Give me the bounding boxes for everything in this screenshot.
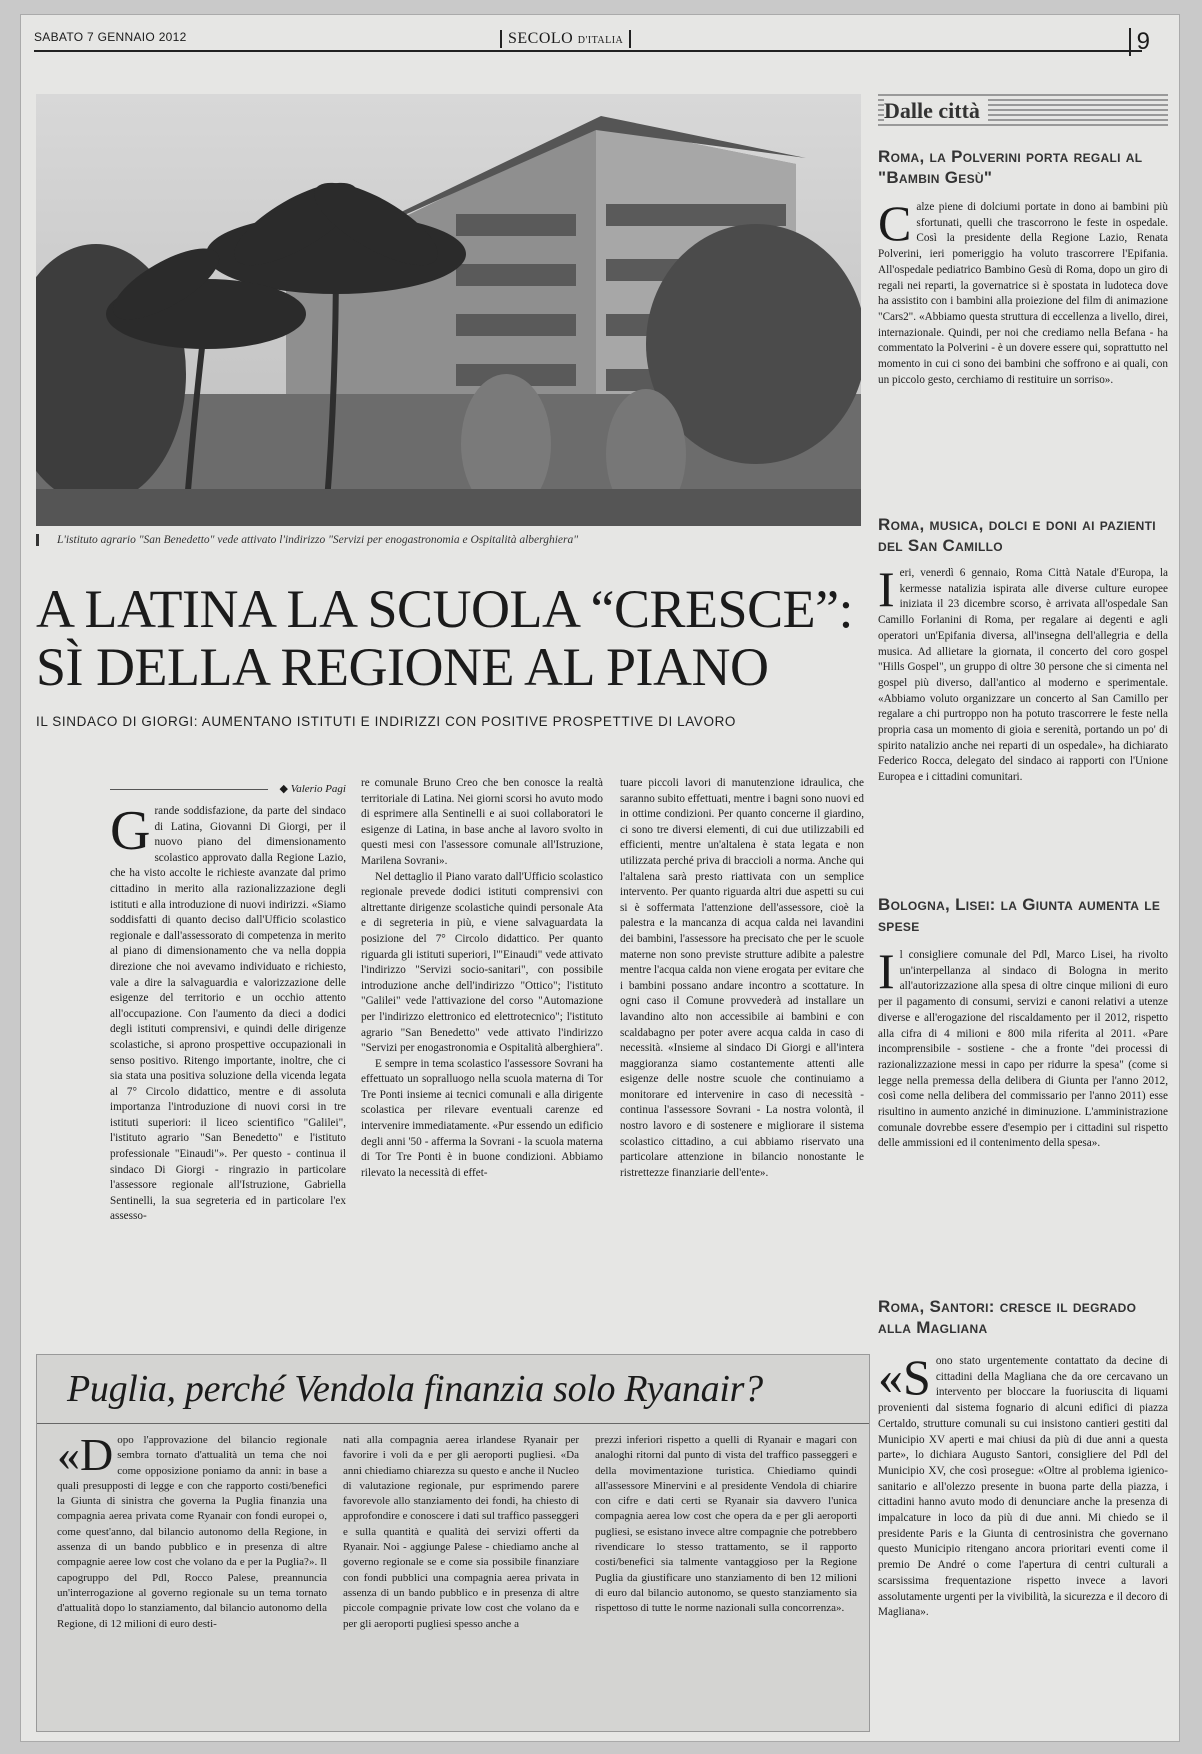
sidebar-header	[878, 94, 1168, 128]
subheadline: IL SINDACO DI GIORGI: AUMENTANO ISTITUTI E INDIRIZZI CON POSITIVE PROSPETTIVE DI LAVORO	[36, 714, 737, 729]
news-text: eri, venerdì 6 gennaio, Roma Città Natale d'Europa, la kermesse natalizia ispirata alle diverse culture europee iniziata il 23 dicembre scorso, è arrivata all'ospedale San Camillo Forlanini di Roma, per regalare ai degenti e agli operatori un'Epifania diversa, all'insegna dell'allegria e della musica. Ad allietare la giornata, il concerto del coro gospel "Hills Gospel", un gruppo di oltre 30 persone che si cimenta nel gospel più diverso, dall'antico al moderno e sperimentale. «Abbiamo voluto organizzare un concerto al San Camillo per regalare a chi purtroppo non ha potuto trascorrere le feste nella propria casa un momento di gioia e serenità, portando un po' di spirito natalizio anche nei reparti di un ospedale», ha dichiarato Federico Rocca, delegato del sindaco ai rapporti con l'Unione Europea e i cittadini comunitari.	[878, 567, 1168, 784]
box-text: opo l'approvazione del bilancio regionale sembra tornato d'attualità un tema che noi come opposizione poniamo da anni: in base a quali presupposti di legge e con che rapporto costi/benefici la Giunta di sinistra che governa la Puglia finanzia una compagnia aerea privata come Ryanair con fondi europei o, come quest'anno, dal bilancio autonomo della Regione, in assenza di un bando pubblico e in presenza di altre compagnie aeree low cost che volano da e per la Puglia?». Il capogruppo del Pdl, Rocco Palese, preannuncia un'interrogazione al governo regionale su un tema tornato d'attualità dopo lo stanziamento, dal bilancio autonomo della Regione, di 12 milioni di euro desti-	[57, 1434, 327, 1630]
newspaper-page	[20, 14, 1180, 1742]
news-text: ono stato urgentemente contattato da decine di cittadini della Magliana che da ore cercavano un intervento per bloccare la fuoriuscita di liquami provenienti dal sistema fognario di alcuni edifici di piazza Certaldo, strutture comunali su cui insistono cantieri gestiti dal Municipio XV aperti e mai chiusi da più di due anni a questa parte», lo dichiara Augusto Santori, consigliere del Pdl del Municipio XV, che così prosegue: «Oltre al problema igienico-sanitario e all'olezzo presente in buona parte della piazza, i cittadini hanno avuto modo di denunciare anche la presenza di impalcature in loco da più di due anni. Mi chiedo se il presidente Paris e la Giunta di centrosinistra che governano questo Municipio ritengano ancora prioritari eventi come il premio De André o come l'apertura di centri culturali a scarsissima frequentazione rispetto invece a lavori assolutamente urgenti per la vivibilità, la sicurezza e il decoro di Magliana».	[878, 1355, 1168, 1619]
news-title-santori: Roma, Santori: cresce il degrado alla Magliana	[878, 1297, 1137, 1337]
byline-author: Valerio Pagi	[290, 783, 346, 795]
headline-line-1: A LATINA LA SCUOLA “CRESCE”:	[36, 579, 854, 639]
news-title-polverini: Roma, la Polverini porta regali al "Bambin Gesù"	[878, 147, 1143, 187]
masthead-name: SECOLO	[508, 30, 574, 47]
issue-date: SABATO 7 GENNAIO 2012	[34, 30, 187, 44]
box-rule	[37, 1423, 869, 1424]
masthead	[500, 30, 631, 48]
box-column-2: nati alla compagnia aerea irlandese Ryanair per favorire i voli da e per gli aeroporti pugliesi. «Da anni chiediamo chiarezza su questo e anche il Nucleo di valutazione regionale, pur esprimendo parere favorevole allo stanziamento dei fondi, ha chiesto di approfondire e conoscere i dati sul traffico passeggeri e sulla quantità e qualità dei servizi offerti da Ryanair. Noi - aggiunge Palese - chiediamo anche al governo regionale se e come sia possibile finanziare con fondi pubblici una compagnia aerea privata in assenza di un bando pubblico e in presenza di altre piccole compagnie private low cost che volano da e per gli aeroporti pugliesi spesso anche a	[343, 1434, 579, 1630]
box-column-3: prezzi inferiori rispetto a quelli di Ryanair e magari con analoghi ritorni dal punto di vista del traffico passeggeri e della movimentazione turistica. Chiediamo quindi all'assessore Minervini e al presidente Vendola di chiarire con cifre e dati certi se Ryanair sia davvero l'unica compagnia aerea low cost che opera da e per gli aeroporti pugliesi, se esistano invece altre compagnie che potrebbero rivendicare lo stesso trattamento, se il rapporto costi/benefici sia talmente vantaggioso per la Regione Puglia da giustificare uno stanziamento di ben 12 milioni di euro dal bilancio autonomo, se questo stanziamento sia rispettoso di tutte le norme nazionali sulla concorrenza».	[595, 1434, 857, 1615]
puglia-box	[36, 1354, 870, 1732]
drop-cap: «S	[878, 1349, 931, 1405]
news-title-san-camillo: Roma, musica, dolci e doni ai pazienti del San Camillo	[878, 515, 1156, 555]
news-body-lisei	[878, 943, 1168, 1152]
news-body-polverini	[878, 195, 1168, 388]
article-paragraph: re comunale Bruno Creo che ben conosce la realtà territoriale di Latina. Nei giorni scorsi ho avuto modo di esprimere alla Sentinelli e ai suoi collaboratori le esigenze di Latina, in base anche al lavoro svolto in questi mesi con l'assessore comunale all'Istruzione, Marilena Sovrani».	[361, 777, 603, 867]
header-rule	[34, 50, 1142, 52]
sidebar-title	[878, 94, 1168, 128]
article-paragraph: Nel dettaglio il Piano varato dall'Ufficio scolastico regionale prevede dodici istituti comprensivi con altrettante dirigenze scolastiche quindi personale Ata e di segreteria in più, e viene salvaguardata la posizione del 7° Circolo didattico. Per quanto riguarda gli istituti superiori, l'"Einaudi" vede attivato l'indirizzo "Servizi socio-sanitari", con possibile introduzione anche dell'indirizzo "Ottico"; l'istituto "Galilei" vede l'attivazione del corso "Automazione per l'indirizzo elettronico ed elettrotecnico"; l'istituto agrario "San Benedetto" vede attivato l'indirizzo "Servizi per enogastronomia e Ospitalità alberghiera".	[361, 870, 603, 1055]
box-column-1	[57, 1429, 327, 1632]
news-body-san-camillo	[878, 561, 1168, 786]
sidebar-title-text: Dalle città	[884, 98, 988, 123]
article-paragraph: rande soddisfazione, da parte del sindaco di Latina, Giovanni Di Giorgi, per il nuovo piano del dimensionamento scolastico approvato dalla Regione Lazio, che ha visto accolte le richieste avanzate dal primo cittadino in merito alla razionalizzazione degli istituti e alla introduzione di nuovi indirizzi. «Siamo soddisfatti di quanto deciso dall'Ufficio scolastico regionale e dall'assessorato di competenza in merito al piano di dimensionamento che va nella doppia direzione che noi avevamo individuato e richiesto, vale a dire la salvaguardia e valorizzazione delle esigenze del territorio e un occhio attento all'occupazione. Con l'aumento da dieci a dodici degli istituti comprensivi, e quindi delle dirigenze scolastiche, si aprono prospettive occupazionali in senso positivo. Ritengo importante, inoltre, che ci sia stata una positiva soluzione della vicenda legata al 7° Circolo didattico, mentre e di assoluta importanza l'introduzione di nuovi corsi in tre istituti superiori: il liceo scientifico "Galilei", l'istituto agrario "San Benedetto" e l'istituto professionale "Einaudi"». Per questo - continua il sindaco Di Giorgi - ringrazio in particolare l'assessore regionale all'Istruzione, Gabriella Sentinelli, la sua segreteria ed in particolare l'ex assesso-	[110, 805, 346, 1223]
drop-cap: G	[110, 800, 151, 862]
article-column-1	[110, 800, 346, 1225]
box-title: Puglia, perché Vendola finanzia solo Ryanair?	[67, 1368, 763, 1410]
byline: ◆ Valerio Pagi	[110, 782, 346, 795]
news-title-lisei: Bologna, Lisei: la Giunta aumenta le spese	[878, 895, 1161, 935]
drop-cap: I	[878, 561, 895, 617]
drop-cap: «D	[57, 1429, 114, 1480]
article-column-3	[620, 776, 864, 1181]
headline	[36, 580, 866, 696]
photo-caption: L'istituto agrario "San Benedetto" vede attivato l'indirizzo "Servizi per enogastronomia e Ospitalità alberghiera"	[36, 534, 861, 546]
school-photo	[36, 94, 861, 526]
page-number: 9	[1129, 28, 1150, 56]
news-body-santori	[878, 1349, 1168, 1621]
headline-line-2: SÌ DELLA REGIONE AL PIANO	[36, 637, 769, 697]
drop-cap: I	[878, 943, 895, 999]
article-column-2	[361, 776, 603, 1181]
article-paragraph: tuare piccoli lavori di manutenzione idraulica, che saranno subito effettuati, mentre i bagni sono nuovi ed in ottime condizioni. Per quanto concerne il giardino, ci sono tre diversi elementi, di cui due utilizzabili ed efficienti, mentre un'altalena è stata legata e non utilizzata perché priva di braccioli a norma. Anche qui l'altalena sarà presto riattivata con un semplice intervento. Per quanto riguarda altri due aspetti su cui si è soffermata l'attenzione dell'assessore, cioè la palestra e la mancanza di acqua calda nei lavandini dei bambini, l'assessore ha precisato che per le scuole materne non sono previste strutture adibite a palestre mentre l'acqua calda non viene erogata per evitare che i bambini possano andare incontro a scottature. In ogni caso il Comune provvederà ad installare un lavandino alto non accessibile ai bambini e con scaldabagno per poter avere acqua calda in caso di necessità. «Insieme al sindaco Di Giorgi e all'intera maggioranza siamo costantemente attenti alle esigenze delle nostre scuole che continuiamo a monitorare ed intervenire in caso di necessità - continua l'assessore Sovrani - La nostra volontà, il nostro lavoro e di sostenere e migliorare il sistema scolastico cittadino, a cui abbiamo riservato una particolare attenzione in bilancio nonostante le ristrettezze finanziarie dell'ente».	[620, 777, 864, 1179]
news-text: alze piene di dolciumi portate in dono ai bambini più sfortunati, quelli che trascorrono le feste in ospedale. Così la presidente della Regione Lazio, Renata Polverini, ieri pomeriggio ha voluto trascorrere l'Epifania. All'ospedale pediatrico Bambino Gesù di Roma, dopo un giro di regali nei reparti, la governatrice si è spostata in ludoteca dove ha assistito con i bambini alla proiezione del film di animazione "Cars2". «Abbiamo questa struttura di eccellenza a livello, direi, internazionale. Quindi, per noi che crediamo nella Befana - ha commentato la Polverini - è un dovere essere qui, soprattutto nel momento in cui ci sono dei bambini che soffrono e ai quali, con un piccolo gesto, cerchiamo di restituire un sorriso».	[878, 201, 1168, 386]
drop-cap: C	[878, 195, 912, 251]
article-paragraph: E sempre in tema scolastico l'assessore Sovrani ha effettuato un sopralluogo nella scuola materna di Tor Tre Ponti insieme ai tecnici comunali e alla dirigente scolastica per rilevare eventuali carenze ed intervenire immediatamente. «Pur essendo un edificio degli anni '50 - afferma la Sovrani - la scuola materna di Tor Tre Ponti è in buone condizioni. Abbiamo rilevato la necessità di effet-	[361, 1057, 603, 1179]
news-text: l consigliere comunale del Pdl, Marco Lisei, ha rivolto un'interpellanza al sindaco di Bologna in merito all'autorizzazione alla spesa di oltre cinque milioni di euro per il pagamento di consumi, servizi e canoni relativi a utenze diverse e all'erogazione del riscaldamento per il 2012, rispetto alla cifra di 4 milioni e 800 mila riferita al 2011. «Pare incomprensibile - sostiene - che a fronte "dei processi di razionalizzazione messi in capo per ridurre la spesa" (come si legge nella premessa della delibera di Giunta per l'anno 2012, così come nella delibera del commissario per l'anno 2011) esse risultino in aumento anziché in diminuzione. L'amministrazione comunale dovrebbe essere d'esempio per i cittadini sul rispetto delle ammissioni ed il contenimento della spesa».	[878, 949, 1168, 1150]
masthead-small: D'ITALIA	[577, 35, 624, 46]
